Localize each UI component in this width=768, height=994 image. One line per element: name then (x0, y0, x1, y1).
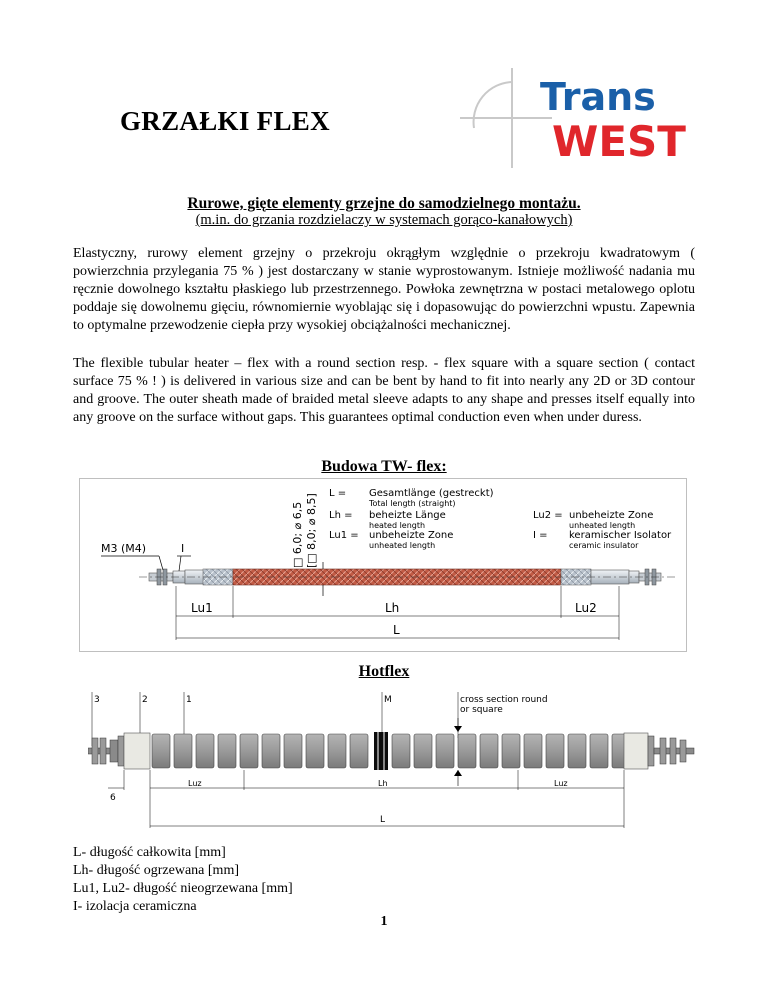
paragraph-english: The flexible tubular heater – flex with a round section resp. - flex square with a square section ( contact surface 75 % ! ) is delivered in various size and can be bent by hand to fit into nearly any 2D or 3D contour and groove. The outer sheath made of braided metal sleeve adapts to any shape and presses itself equally into any groove on the surface without gaps. This guarantees optimal conduction even when under duress. (73, 356, 695, 425)
cross-section-line2: or square (460, 705, 503, 715)
document-title: GRZAŁKI FLEX (120, 106, 330, 136)
thread-label: M3 (M4) (101, 542, 147, 555)
def-lu2-key: Lu2 = (533, 510, 563, 521)
callout-m: M (384, 695, 392, 705)
def-lh-de: beheizte Länge (369, 510, 446, 521)
heating-segment (502, 734, 520, 768)
def-l-de: Gesamtlänge (gestreckt) (369, 488, 494, 499)
heating-segment (196, 734, 214, 768)
dimension-square-round-alt: [□ 8,0; ⌀ 8,5] (305, 493, 318, 568)
cross-section-line1: cross section round (460, 695, 548, 705)
insulator-label: I (181, 542, 185, 555)
heating-segment (284, 734, 302, 768)
heating-segment (152, 734, 170, 768)
heating-segment (524, 734, 542, 768)
def-i-de: keramischer Isolator (569, 530, 672, 541)
subtitle-note: (m.in. do grzania rozdzielaczy w systemach gorąco-kanałowych) (195, 212, 573, 228)
flex-construction-diagram (79, 478, 687, 652)
legend (73, 844, 293, 916)
subtitle: Rurowe, gięte elementy grzejne do samodzielnego montażu. (187, 195, 581, 212)
def-lu2-de: unbeheizte Zone (569, 510, 654, 521)
dim-lh-hotflex: Lh (378, 779, 388, 788)
heating-segment (218, 734, 236, 768)
page-number: 1 (380, 914, 388, 929)
legend-item: I- izolacja ceramiczna (73, 899, 197, 914)
legend-item: Lu1, Lu2- długość nieogrzewana [mm] (73, 881, 293, 896)
heating-segment (174, 734, 192, 768)
legend-item: Lh- długość ogrzewana [mm] (73, 863, 239, 878)
paragraph-polish: Elastyczny, rurowy element grzejny o przekroju okrągłym względnie o przekroju kwadratowym ( powierzchnia przylegania 75 % ) jest dostarczany w stanie wyprostowanym. Istnieje możliwość nadania mu ręcznie dowolnego kształtu płaskiego lub przestrzennego. Powłoka zewnętrzna w postaci metalowego oplotu poddaje się dowolnemu gięciu, równomiernie wyoblając się i dopasowując do powierzchni wpustu. Zapewnia to optymalne przewodzenie ciepła przy wysokiej obciążalności mechanicznej. (73, 246, 695, 333)
heating-segment (590, 734, 608, 768)
callout-3: 3 (94, 695, 100, 705)
heating-segment (480, 734, 498, 768)
logo-line2: WEST (552, 117, 686, 166)
heating-segment (240, 734, 258, 768)
legend-item: L- długość całkowita [mm] (73, 845, 226, 860)
def-i-en: ceramic insulator (569, 541, 639, 550)
callout-1: 1 (186, 695, 192, 705)
def-lu1-en: unheated length (369, 541, 436, 550)
section-title-hotflex: Hotflex (358, 663, 410, 680)
dim-lu1: Lu1 (191, 601, 213, 615)
dim-lu2: Lu2 (575, 601, 597, 615)
hotflex-diagram (88, 688, 698, 833)
heating-segment (328, 734, 346, 768)
heating-segment (262, 734, 280, 768)
def-i-key: I = (533, 530, 548, 541)
heating-segment (458, 734, 476, 768)
heating-segment (436, 734, 454, 768)
dim-lh: Lh (385, 601, 400, 615)
heating-segment (306, 734, 324, 768)
section-title-construction: Budowa TW- flex: (321, 458, 447, 475)
heating-segment (392, 734, 410, 768)
dim-l-hotflex: L (380, 815, 386, 825)
logo-line1: Trans (540, 75, 656, 119)
def-l-key: L = (329, 488, 347, 499)
dim-luz-right: Luz (554, 779, 568, 788)
def-lu1-de: unbeheizte Zone (369, 530, 454, 541)
dim-six: 6 (110, 793, 116, 803)
def-lu1-key: Lu1 = (329, 530, 359, 541)
dimension-square-round: □ 6,0; ⌀ 6,5 (291, 501, 304, 568)
def-lu2-en: unheated length (569, 521, 636, 530)
heating-segment (568, 734, 586, 768)
heating-segment (350, 734, 368, 768)
callout-2: 2 (142, 695, 148, 705)
heating-segment (546, 734, 564, 768)
heating-segments (152, 734, 630, 768)
heating-segment (414, 734, 432, 768)
def-lh-en: heated length (369, 521, 426, 530)
transwest-logo (452, 68, 704, 168)
def-lh-key: Lh = (329, 510, 353, 521)
def-l-en: Total length (straight) (369, 499, 456, 508)
dim-l: L (393, 623, 400, 637)
dim-luz-left: Luz (188, 779, 202, 788)
